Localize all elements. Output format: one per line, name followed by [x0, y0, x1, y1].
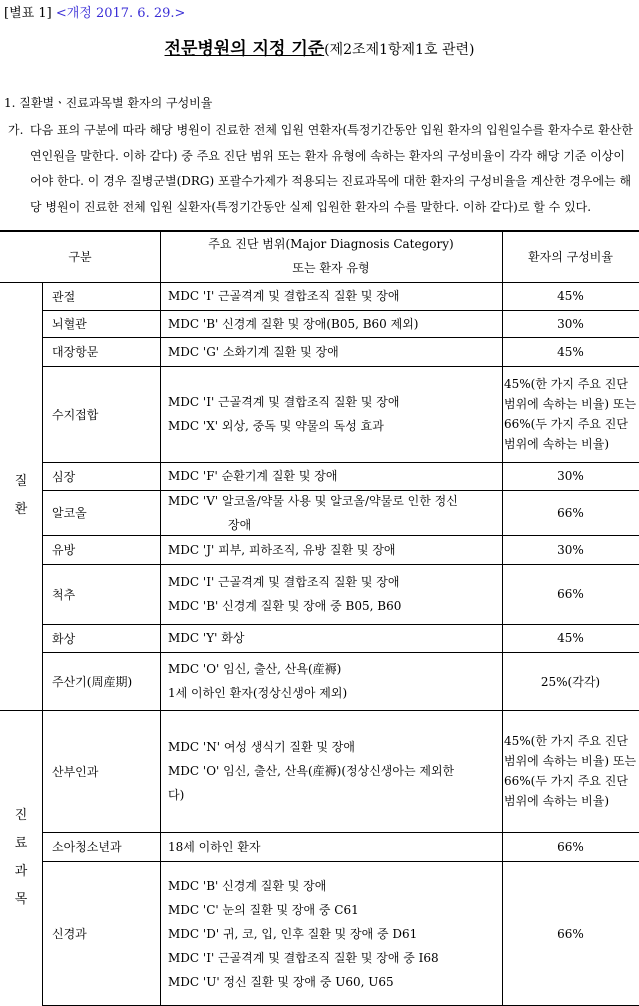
row-mdc: [168, 337, 500, 366]
row-ratio: 45%(한 가지 주요 진단 범위에 속하는 비율) 또는 66%(두 가지 주요 진단 범위에 속하는 비율): [504, 377, 637, 451]
header-line: [4, 2, 185, 21]
row-ratio: 30%: [557, 542, 584, 557]
row-ratio: 45%: [557, 289, 584, 303]
row-mdc: [168, 490, 500, 535]
paragraph-label: 가.: [8, 123, 24, 137]
row-mdc: [168, 652, 500, 710]
row-name: 뇌혈관: [52, 317, 87, 331]
header-mdc: [160, 230, 502, 282]
mdc-line: MDC 'O' 임신, 출산, 산욕(産褥)(정상신생아는 제외한: [168, 764, 455, 778]
mdc-line: MDC 'U' 정신 질환 및 장애 중 U60, U65: [168, 974, 394, 989]
mdc-line: MDC 'O' 임신, 출산, 산욕(産褥): [168, 662, 342, 676]
row-name: 관절: [52, 289, 76, 304]
mdc-line: MDC 'G' 소화기계 질환 및 장애: [168, 344, 339, 359]
title-main: 전문병원의 지정 기준: [164, 39, 325, 59]
mdc-line: MDC 'Y' 화상: [168, 631, 245, 645]
mdc-line: MDC 'B' 신경계 질환 및 장애 중 B05, B60: [168, 599, 402, 613]
row-ratio: 66%: [557, 587, 584, 601]
row-mdc: [168, 861, 500, 1006]
mdc-line: 18세 이하인 환자: [168, 839, 261, 854]
mdc-line: MDC 'I' 근골격계 및 결합조직 질환 및 장애: [168, 289, 400, 303]
row-name: 척추: [52, 587, 76, 602]
revision-note: <개정 2017. 6. 29.>: [55, 6, 186, 21]
row-name: 대장항문: [52, 345, 99, 359]
paragraph-text: 다음 표의 구분에 따라 해당 병원이 진료한 전체 입원 연환자(특정기간동안 입원 환자의 입원일수를 환자수로 환산한 연인원을 말한다. 이하 같다) 중 주요 진단 범위 또는 환자 유형에 속하는 환자의 구성비율이 각각 해당 기준 이상이어야 한다. 이 경우 질병군별(DRG) 포괄수가제가 적용되는 진료과목에 대한 환자의 구성비율을 계산한 경우에는 해당 병원이 진료한 전체 입원 실환자(특정기간동안 실제 입원한 환자의 수를 말한다. 이하 같다)로 할 수 있다.: [30, 123, 633, 214]
mdc-line: MDC 'N' 여성 생식기 질환 및 장애: [168, 740, 355, 754]
document-title: [0, 34, 639, 59]
row-name: 신경과: [52, 927, 87, 941]
row-name: 심장: [52, 469, 76, 484]
row-ratio: 30%: [557, 316, 584, 331]
mdc-line: MDC 'I' 근골격계 및 결합조직 질환 및 장애: [168, 395, 400, 409]
row-ratio: 45%: [557, 631, 584, 645]
group-disease-label: 질 환: [14, 474, 28, 517]
mdc-line: 장애: [228, 517, 252, 532]
mdc-line: MDC 'J' 피부, 피하조직, 유방 질환 및 장애: [168, 542, 396, 557]
row-ratio: 66%: [557, 505, 584, 520]
mdc-line: MDC 'I' 근골격계 및 결합조직 질환 및 장애 중 I68: [168, 950, 439, 965]
title-sub: (제2조제1항제1호 관련): [324, 42, 475, 58]
section-heading: 1. 질환별ㆍ진료과목별 환자의 구성비율: [4, 96, 213, 110]
mdc-line: MDC 'V' 알코올/약물 사용 및 알코올/약물로 인한 정신: [168, 493, 458, 508]
section-paragraph: [8, 118, 636, 220]
row-ratio: 66%: [557, 926, 584, 941]
mdc-line: MDC 'X' 외상, 중독 및 약물의 독성 효과: [168, 419, 384, 433]
row-mdc: [168, 564, 500, 624]
appendix-tag: [별표 1]: [4, 6, 52, 21]
table-rule: [502, 230, 503, 1006]
row-mdc: [168, 282, 500, 310]
header-category: 구분: [68, 249, 92, 264]
row-mdc: [168, 832, 500, 861]
row-mdc: [168, 624, 500, 652]
mdc-line: MDC 'B' 신경계 질환 및 장애: [168, 878, 327, 893]
mdc-line: MDC 'B' 신경계 질환 및 장애(B05, B60 제외): [168, 316, 419, 331]
mdc-line: MDC 'F' 순환기계 질환 및 장애: [168, 469, 338, 483]
mdc-line: MDC 'D' 귀, 코, 입, 인후 질환 및 장애 중 D61: [168, 926, 418, 941]
row-name: 수지접합: [52, 407, 99, 422]
row-ratio: 45%: [557, 344, 584, 359]
row-mdc: [168, 366, 500, 462]
row-ratio: 66%: [557, 839, 584, 854]
header-mdc-line1: 주요 진단 범위(Major Diagnosis Category): [208, 237, 454, 251]
mdc-line: MDC 'C' 눈의 질환 및 장애 중 C61: [168, 902, 359, 917]
mdc-line: MDC 'I' 근골격계 및 결합조직 질환 및 장애: [168, 575, 400, 589]
row-name: 유방: [52, 543, 76, 557]
table-rule: [42, 282, 43, 1006]
header-ratio: 환자의 구성비율: [528, 249, 613, 264]
row-ratio: 45%(한 가지 주요 진단 범위에 속하는 비율) 또는 66%(두 가지 주요 진단 범위에 속하는 비율): [504, 734, 637, 808]
row-mdc: [168, 710, 500, 832]
criteria-table: [0, 230, 639, 1006]
group-dept-label: 진 료 과 목: [14, 808, 28, 907]
row-name: 소아청소년과: [52, 840, 122, 854]
row-mdc: [168, 310, 500, 337]
row-name: 산부인과: [52, 764, 99, 779]
mdc-line: 1세 이하인 환자(정상신생아 제외): [168, 686, 348, 700]
row-name: 주산기(周産期): [52, 674, 133, 689]
row-ratio: 30%: [557, 469, 584, 483]
row-mdc: [168, 462, 500, 490]
table-rule: [160, 230, 161, 1006]
row-name: 화상: [52, 631, 76, 646]
row-ratio: 25%(각각): [540, 674, 601, 689]
row-name: 알코올: [52, 506, 87, 520]
header-mdc-line2: 또는 환자 유형: [292, 261, 370, 275]
row-mdc: [168, 535, 500, 564]
mdc-line: 다): [168, 788, 185, 802]
